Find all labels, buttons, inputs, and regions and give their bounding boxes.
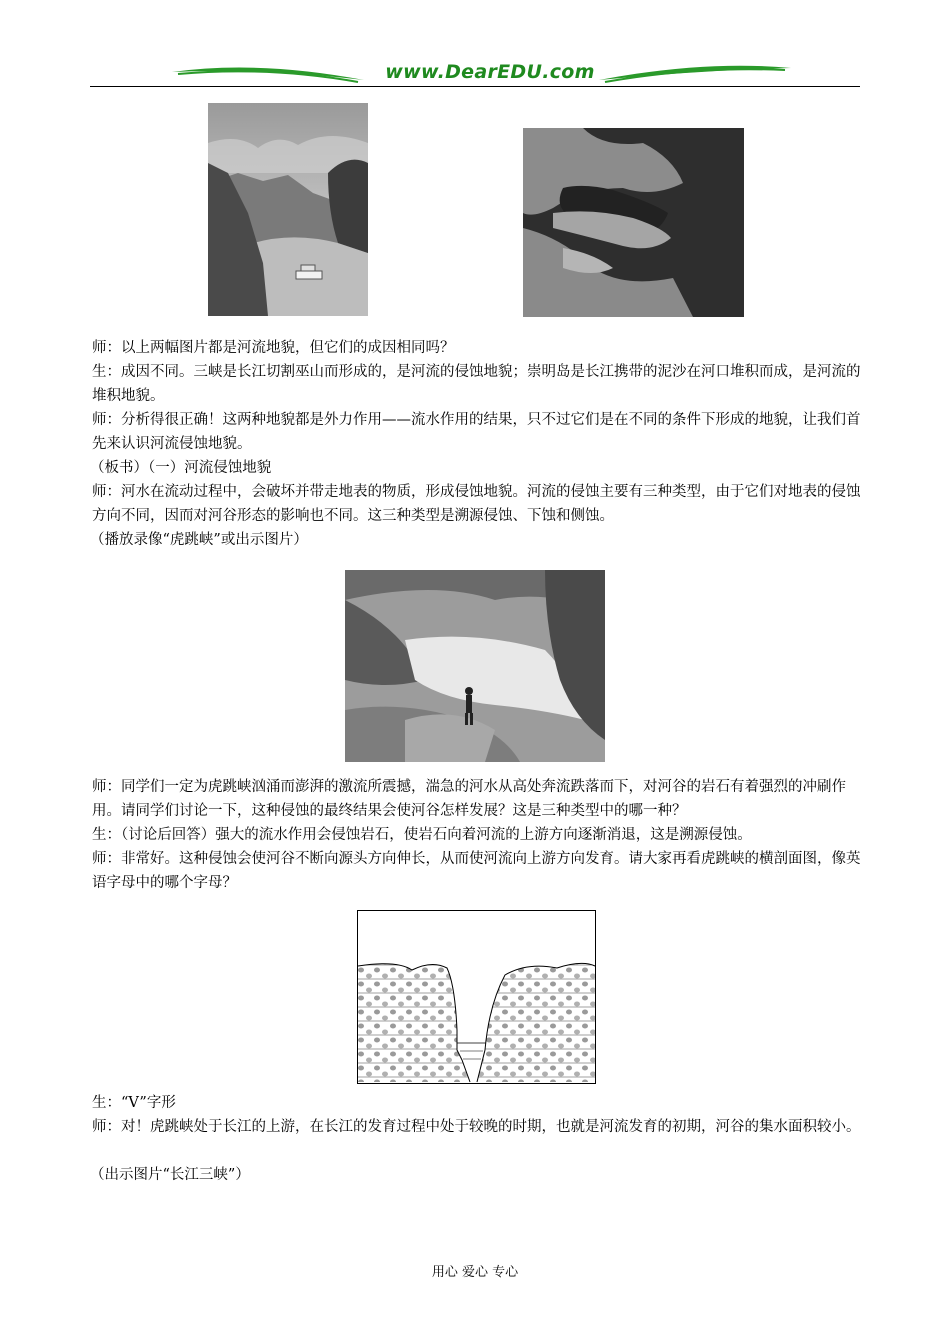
paragraph-student-v-shape: 生：“V”字形	[92, 1095, 176, 1111]
paragraph-teacher-discussion: 师：同学们一定为虎跳峡汹涌而澎湃的激流所震撼，湍急的河水从高处奔流跌落而下，对河谷的岩石有着强烈的冲刷作用。请同学们讨论一下，这种侵蚀的最终结果会使河谷怎样发展？这是三种类型中的哪一种？	[92, 779, 846, 819]
tiger-leaping-gorge-photo	[345, 570, 605, 762]
paragraph-teacher-upper-reaches: 师：对！虎跳峡处于长江的上游，在长江的发育过程中处于较晚的时期，也就是河流发育的初期，河谷的集水面积较小。	[92, 1119, 861, 1135]
paragraph-erosion-types: 师：河水在流动过程中，会破坏并带走地表的物质，形成侵蚀地貌。河流的侵蚀主要有三种类型，由于它们对地表的侵蚀方向不同，因而对河谷形态的影响也不同。这三种类型是溯源侵蚀、下蚀和侧蚀。	[92, 484, 861, 524]
paragraph-teacher-question: 师：以上两幅图片都是河流地貌，但它们的成因相同吗？	[92, 340, 455, 356]
paragraph-teacher-analysis: 师：分析得很正确！这两种地貌都是外力作用——流水作用的结果，只不过它们是在不同的条件下形成的地貌，让我们首先来认识河流侵蚀地貌。	[92, 412, 861, 452]
three-gorges-photo	[208, 103, 368, 316]
site-logo-text[interactable]: www.DearEDU.com	[385, 61, 595, 83]
paragraph-blackboard-heading: （板书）（一）河流侵蚀地貌	[90, 460, 272, 476]
paragraph-student-headward-erosion: 生：（讨论后回答）强大的流水作用会侵蚀岩石，使岩石向着河流的上游方向逐渐消退，这是溯源侵蚀。	[92, 827, 752, 843]
paragraph-video-note: （播放录像“虎跳峡”或出示图片）	[90, 532, 308, 548]
paragraph-show-three-gorges: （出示图片“长江三峡”）	[90, 1167, 250, 1183]
page-footer: 用心 爱心 专心	[431, 1265, 519, 1280]
header-rule	[90, 86, 860, 87]
paragraph-teacher-cross-section: 师：非常好。这种侵蚀会使河谷不断向源头方向伸长，从而使河流向上游方向发育。请大家再看虎跳峡的横剖面图，像英语字母中的哪个字母？	[92, 851, 861, 891]
paragraph-student-answer: 生：成因不同。三峡是长江切割巫山而形成的，是河流的侵蚀地貌；崇明岛是长江携带的泥沙在河口堆积而成，是河流的堆积地貌。	[92, 364, 861, 404]
left-swoosh-logo	[168, 58, 368, 88]
right-swoosh-logo	[595, 58, 795, 88]
page-header	[90, 58, 860, 90]
v-valley-cross-section-diagram	[357, 910, 596, 1084]
chongming-island-satellite-photo	[523, 128, 744, 317]
